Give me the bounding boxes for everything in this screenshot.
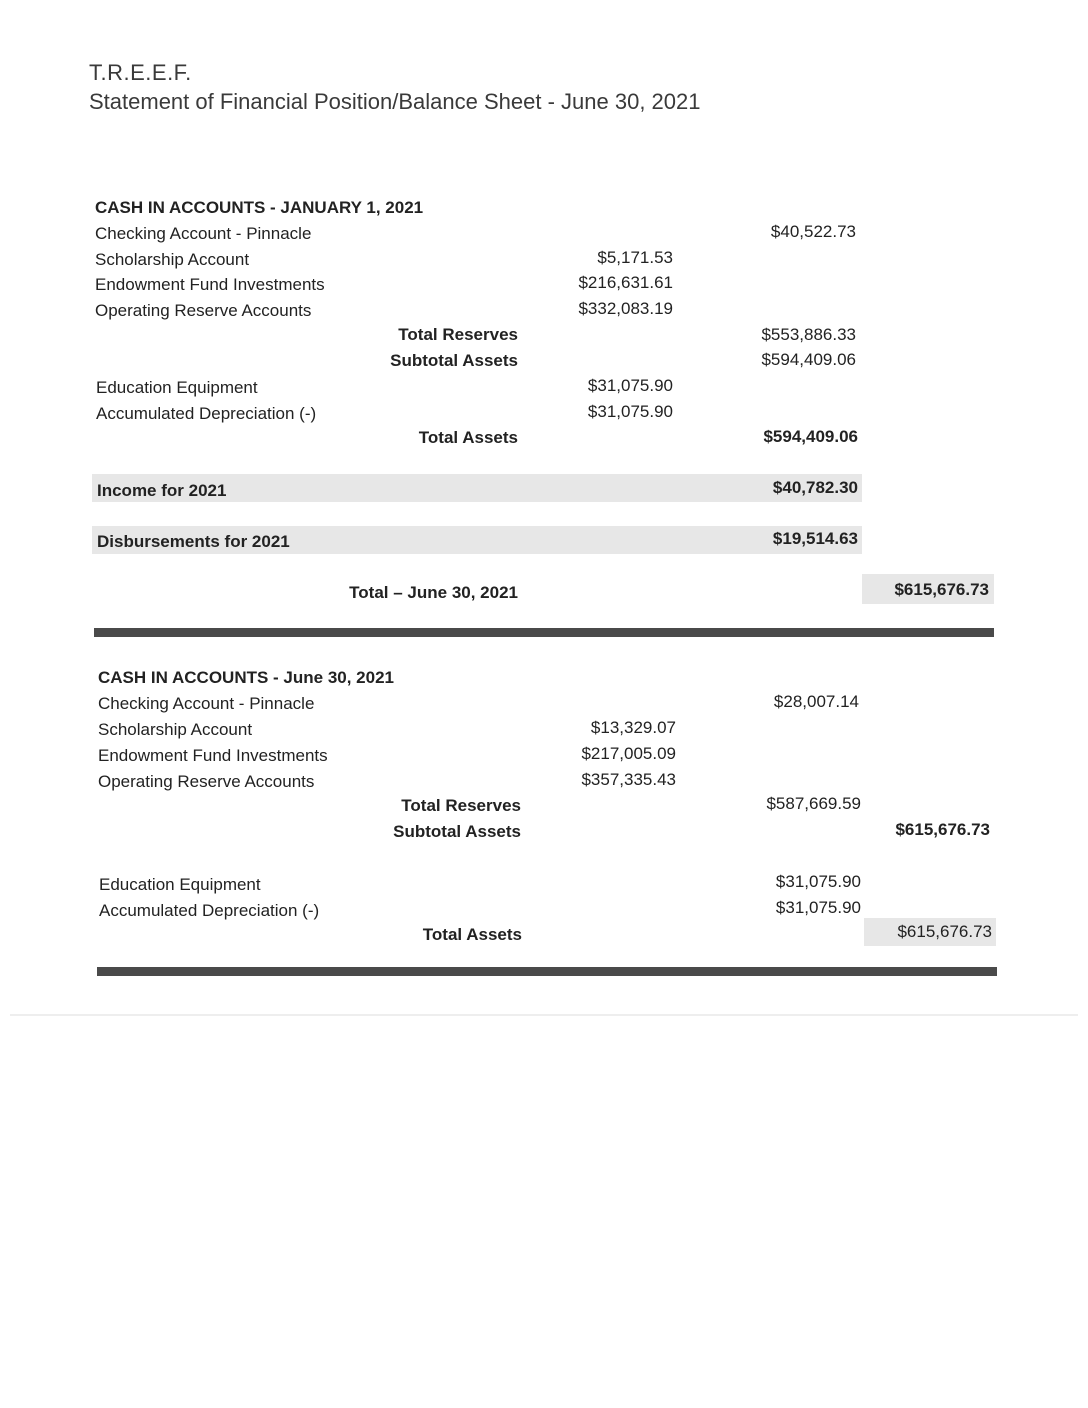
section1-equipment-value: $31,075.90 [587, 376, 673, 395]
income-label: Income for 2021 [97, 481, 227, 500]
section1-subtotal-assets-label: Subtotal Assets [390, 351, 518, 370]
section2-subtotal-assets-value: $615,676.73 [895, 820, 990, 839]
section1-endowment-value: $216,631.61 [578, 273, 673, 292]
section1-total-assets-label: Total Assets [418, 428, 518, 447]
section1-depreciation-value: $31,075.90 [587, 402, 673, 421]
income-value: $40,782.30 [772, 478, 858, 497]
section2-equipment-value: $31,075.90 [775, 872, 861, 891]
section1-scholarship-value: $5,171.53 [597, 248, 673, 267]
section-divider [94, 628, 994, 637]
total-june-value: $615,676.73 [894, 580, 989, 599]
disbursements-value: $19,514.63 [772, 529, 858, 548]
section2-depreciation-value: $31,075.90 [775, 898, 861, 917]
disbursements-label: Disbursements for 2021 [97, 532, 290, 551]
section1-checking-label: Checking Account - Pinnacle [95, 224, 312, 243]
section1-total-reserves-label: Total Reserves [398, 325, 518, 344]
section2-scholarship-value: $13,329.07 [590, 718, 676, 737]
section1-heading: CASH IN ACCOUNTS - JANUARY 1, 2021 [95, 198, 424, 217]
section1-checking-value: $40,522.73 [770, 222, 856, 241]
section1-equipment-label: Education Equipment [96, 378, 258, 397]
section1-scholarship-label: Scholarship Account [95, 250, 250, 269]
section1-total-assets-value: $594,409.06 [763, 427, 858, 446]
section2-checking-label: Checking Account - Pinnacle [98, 694, 315, 713]
section2-endowment-label: Endowment Fund Investments [98, 746, 328, 765]
section2-total-assets-value: $615,676.73 [897, 922, 992, 941]
total-june-label: Total – June 30, 2021 [349, 583, 518, 602]
section1-depreciation-label: Accumulated Depreciation (-) [96, 404, 317, 423]
section2-total-reserves-value: $587,669.59 [766, 794, 861, 813]
section2-total-assets-label: Total Assets [422, 925, 522, 944]
scan-edge-line [10, 1014, 1078, 1016]
section2-scholarship-label: Scholarship Account [98, 720, 253, 739]
section2-operating-label: Operating Reserve Accounts [98, 772, 315, 791]
organization-name: T.R.E.E.F. [89, 60, 192, 85]
section2-operating-value: $357,335.43 [581, 770, 676, 789]
section2-equipment-label: Education Equipment [99, 875, 261, 894]
section1-operating-label: Operating Reserve Accounts [95, 301, 312, 320]
section1-subtotal-assets-value: $594,409.06 [761, 350, 856, 369]
section2-endowment-value: $217,005.09 [581, 744, 676, 763]
section1-endowment-label: Endowment Fund Investments [95, 275, 325, 294]
bottom-rule [97, 967, 997, 976]
section1-total-reserves-value: $553,886.33 [761, 325, 856, 344]
document-title: Statement of Financial Position/Balance Sheet - June 30, 2021 [89, 89, 701, 114]
section2-total-reserves-label: Total Reserves [401, 796, 521, 815]
section1-operating-value: $332,083.19 [578, 299, 673, 318]
section2-heading: CASH IN ACCOUNTS - June 30, 2021 [98, 668, 394, 687]
section2-checking-value: $28,007.14 [773, 692, 859, 711]
section2-depreciation-label: Accumulated Depreciation (-) [99, 901, 320, 920]
section2-subtotal-assets-label: Subtotal Assets [393, 822, 521, 841]
